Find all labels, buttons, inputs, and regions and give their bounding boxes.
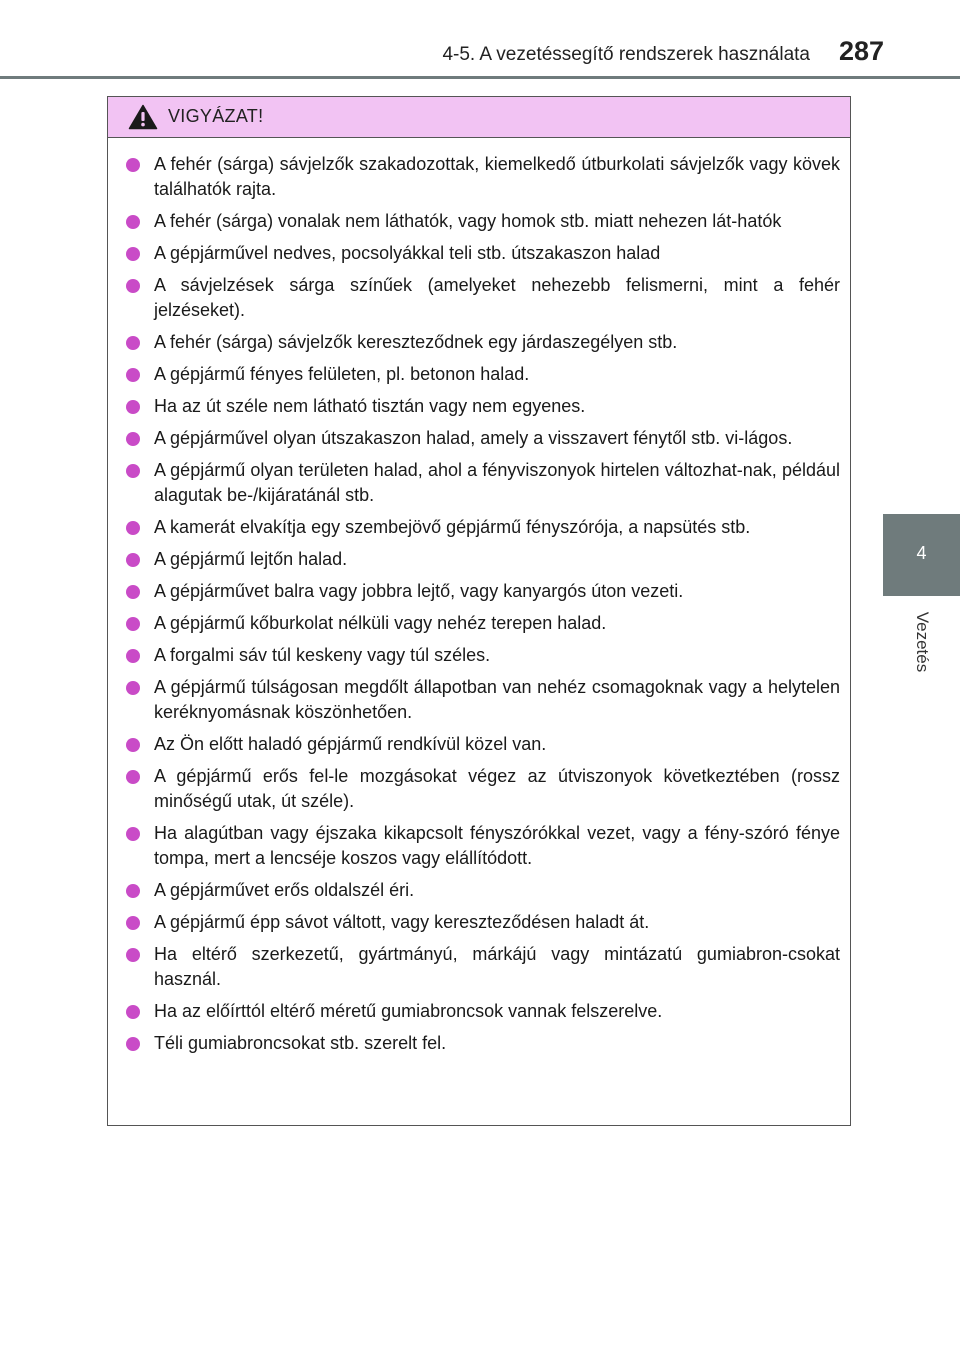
caution-item-text: A fehér (sárga) sávjelzők kereszteződnek egy járdaszegélyen stb. <box>154 332 678 352</box>
caution-item-text: A gépjármű fényes felületen, pl. betonon halad. <box>154 364 530 384</box>
chapter-tab <box>883 514 960 596</box>
caution-item-text: A gépjármű olyan területen halad, ahol a fényviszonyok hirtelen változhat-nak, például alagutak be-/kijáratánál stb. <box>154 460 840 505</box>
warning-triangle-icon <box>128 104 158 130</box>
section-title: 4-5. A vezetéssegítő rendszerek használata <box>442 44 810 65</box>
bullet-icon <box>126 585 140 599</box>
bullet-icon <box>126 617 140 631</box>
caution-item <box>126 273 840 323</box>
caution-item <box>126 821 840 871</box>
bullet-icon <box>126 884 140 898</box>
bullet-icon <box>126 649 140 663</box>
caution-item <box>126 999 840 1024</box>
caution-item-text: Ha eltérő szerkezetű, gyártmányú, márkájú vagy mintázatú gumiabron-csokat használ. <box>154 944 840 989</box>
caution-item <box>126 394 840 419</box>
caution-item-text: A fehér (sárga) sávjelzők szakadozottak, kiemelkedő útburkolati sávjelzők vagy kövek találhatók rajta. <box>154 154 840 199</box>
caution-item-text: Ha alagútban vagy éjszaka kikapcsolt fényszórókkal vezet, vagy a fény-szóró fénye tompa, mert a lencséje koszos vagy elállítódott. <box>154 823 840 868</box>
bullet-icon <box>126 738 140 752</box>
page-header <box>0 0 960 80</box>
caution-header <box>108 97 850 138</box>
caution-item-text: A gépjármű erős fel-le mozgásokat végez az útviszonyok következtében (rossz minőségű utak, út széle). <box>154 766 840 811</box>
caution-item <box>126 547 840 572</box>
chapter-label: Vezetés <box>913 611 932 673</box>
bullet-icon <box>126 827 140 841</box>
bullet-icon <box>126 1037 140 1051</box>
caution-item <box>126 910 840 935</box>
bullet-icon <box>126 916 140 930</box>
caution-item <box>126 209 840 234</box>
caution-item-text: A fehér (sárga) vonalak nem láthatók, vagy homok stb. miatt nehezen lát-hatók <box>154 211 782 231</box>
caution-item-text: Az Ön előtt haladó gépjármű rendkívül közel van. <box>154 734 547 754</box>
caution-item-text: A gépjármű épp sávot váltott, vagy kereszteződésen haladt át. <box>154 912 650 932</box>
bullet-icon <box>126 521 140 535</box>
caution-item <box>126 764 840 814</box>
bullet-icon <box>126 400 140 414</box>
caution-item <box>126 611 840 636</box>
caution-item-text: Téli gumiabroncsokat stb. szerelt fel. <box>154 1033 447 1053</box>
caution-item-text: Ha az út széle nem látható tisztán vagy nem egyenes. <box>154 396 586 416</box>
bullet-icon <box>126 368 140 382</box>
bullet-icon <box>126 215 140 229</box>
caution-item <box>126 942 840 992</box>
page-number: 287 <box>838 36 884 66</box>
caution-box <box>107 96 851 1126</box>
bullet-icon <box>126 464 140 478</box>
caution-item <box>126 362 840 387</box>
bullet-icon <box>126 336 140 350</box>
bullet-icon <box>126 948 140 962</box>
caution-item <box>126 878 840 903</box>
caution-item-text: A gépjármű lejtőn halad. <box>154 549 348 569</box>
caution-item <box>126 1031 840 1056</box>
bullet-icon <box>126 247 140 261</box>
caution-item <box>126 426 840 451</box>
caution-item-text: A gépjármű kőburkolat nélküli vagy nehéz terepen halad. <box>154 613 607 633</box>
caution-item <box>126 643 840 668</box>
bullet-icon <box>126 432 140 446</box>
caution-item-text: A gépjárművel nedves, pocsolyákkal teli stb. útszakaszon halad <box>154 243 661 263</box>
caution-item-text: A sávjelzések sárga színűek (amelyeket nehezebb felismerni, mint a fehér jelzéseket). <box>154 275 840 320</box>
caution-item-text: A forgalmi sáv túl keskeny vagy túl széles. <box>154 645 491 665</box>
caution-item-text: A gépjármű túlságosan megdőlt állapotban van nehéz csomagoknak vagy a helytelen keréknyomásnak köszönhetően. <box>154 677 840 722</box>
caution-item <box>126 241 840 266</box>
bullet-icon <box>126 553 140 567</box>
caution-item-text: Ha az előírttól eltérő méretű gumiabroncsok vannak felszerelve. <box>154 1001 663 1021</box>
header-rule <box>0 76 960 79</box>
caution-list <box>108 138 850 1056</box>
caution-item <box>126 675 840 725</box>
caution-item-text: A gépjárművet balra vagy jobbra lejtő, vagy kanyargós úton vezeti. <box>154 581 684 601</box>
caution-item-text: A gépjárművet erős oldalszél éri. <box>154 880 415 900</box>
caution-item <box>126 579 840 604</box>
bullet-icon <box>126 1005 140 1019</box>
caution-item <box>126 152 840 202</box>
bullet-icon <box>126 279 140 293</box>
bullet-icon <box>126 770 140 784</box>
caution-item-text: A gépjárművel olyan útszakaszon halad, amely a visszavert fénytől stb. vi-lágos. <box>154 428 793 448</box>
caution-item <box>126 732 840 757</box>
caution-item <box>126 330 840 355</box>
caution-item <box>126 515 840 540</box>
caution-title: VIGYÁZAT! <box>168 106 264 126</box>
bullet-icon <box>126 158 140 172</box>
chapter-number: 4 <box>916 543 927 563</box>
caution-item-text: A kamerát elvakítja egy szembejövő gépjármű fényszórója, a napsütés stb. <box>154 517 751 537</box>
caution-item <box>126 458 840 508</box>
bullet-icon <box>126 681 140 695</box>
